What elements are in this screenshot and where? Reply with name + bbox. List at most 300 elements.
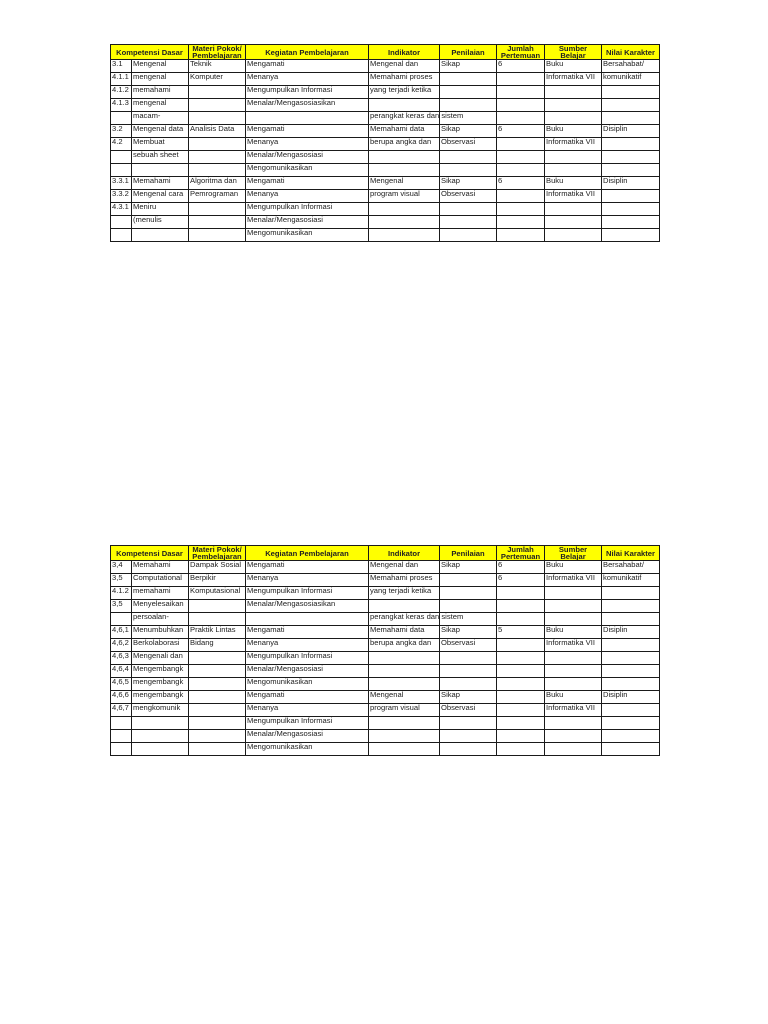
table-cell[interactable]: 4,6,1 xyxy=(111,626,132,639)
header-cell: Kompetensi Dasar xyxy=(111,546,189,561)
table-cell[interactable] xyxy=(189,86,246,99)
table-cell[interactable] xyxy=(440,600,497,613)
table-cell[interactable]: berupa angka dan xyxy=(369,639,440,652)
table-cell[interactable]: Mengenal data xyxy=(132,125,189,138)
table-cell[interactable] xyxy=(602,151,660,164)
table-cell[interactable] xyxy=(497,73,545,86)
table-cell[interactable] xyxy=(545,652,602,665)
table-cell[interactable]: 4,6,2 xyxy=(111,639,132,652)
table-cell[interactable] xyxy=(440,203,497,216)
table-cell[interactable]: 4.1.1 xyxy=(111,73,132,86)
table-cell[interactable]: Memahami xyxy=(132,561,189,574)
table-cell[interactable]: Bersahabat/ xyxy=(602,60,660,73)
table-cell[interactable] xyxy=(545,613,602,626)
table-cell[interactable] xyxy=(369,678,440,691)
table-cell[interactable]: Membuat xyxy=(132,138,189,151)
table-cell[interactable]: yang terjadi ketika xyxy=(369,587,440,600)
table-cell[interactable] xyxy=(440,587,497,600)
table-cell[interactable] xyxy=(440,86,497,99)
table-cell[interactable] xyxy=(497,138,545,151)
table-cell[interactable]: Menalar/Mengasosiasi xyxy=(246,216,369,229)
table-cell[interactable]: Bidang xyxy=(189,639,246,652)
table-cell[interactable]: perangkat keras dan sistem xyxy=(369,112,440,125)
table-cell[interactable] xyxy=(497,730,545,743)
table-cell[interactable] xyxy=(189,652,246,665)
table-cell[interactable]: Komputer xyxy=(189,73,246,86)
table-body xyxy=(111,60,660,242)
header-cell: Kompetensi Dasar xyxy=(111,45,189,60)
table-cell[interactable] xyxy=(545,678,602,691)
table-cell[interactable] xyxy=(369,652,440,665)
table-row xyxy=(111,73,660,86)
table-cell[interactable]: Mengumpulkan Informasi xyxy=(246,652,369,665)
table-row xyxy=(111,691,660,704)
table-cell[interactable]: memahami xyxy=(132,86,189,99)
table-cell[interactable] xyxy=(189,678,246,691)
table-cell[interactable] xyxy=(189,229,246,242)
table-cell[interactable] xyxy=(545,203,602,216)
table-cell[interactable]: mengembangk xyxy=(132,678,189,691)
header-row xyxy=(111,546,660,561)
table-cell[interactable] xyxy=(545,164,602,177)
table-cell[interactable]: 3.1 xyxy=(111,60,132,73)
table-cell[interactable]: Informatika VII xyxy=(545,574,602,587)
table-cell[interactable] xyxy=(497,665,545,678)
table-cell[interactable] xyxy=(497,216,545,229)
table-cell[interactable] xyxy=(440,665,497,678)
table-cell[interactable]: 3.3.1 xyxy=(111,177,132,190)
table-row xyxy=(111,600,660,613)
table-cell[interactable]: Mengumpulkan Informasi xyxy=(246,587,369,600)
table-cell[interactable] xyxy=(545,730,602,743)
table-cell[interactable]: Menyelesaikan xyxy=(132,600,189,613)
table-cell[interactable] xyxy=(189,600,246,613)
table-cell[interactable] xyxy=(111,730,132,743)
table-cell[interactable]: 6 xyxy=(497,125,545,138)
table-row xyxy=(111,99,660,112)
table-cell[interactable]: Sikap xyxy=(440,60,497,73)
table-cell[interactable] xyxy=(545,112,602,125)
table-cell[interactable] xyxy=(602,639,660,652)
table-cell[interactable] xyxy=(111,229,132,242)
table-cell[interactable]: Mengamati xyxy=(246,177,369,190)
table-cell[interactable]: Sikap xyxy=(440,626,497,639)
table-cell[interactable] xyxy=(369,229,440,242)
table-cell[interactable]: Komputasional xyxy=(189,587,246,600)
table-cell[interactable] xyxy=(132,229,189,242)
table-cell[interactable]: Informatika VII xyxy=(545,704,602,717)
table-cell[interactable] xyxy=(602,665,660,678)
table-cell[interactable]: 6 xyxy=(497,60,545,73)
table-cell[interactable]: Menalar/Mengasosiasi xyxy=(246,665,369,678)
table-row xyxy=(111,216,660,229)
table-cell[interactable] xyxy=(497,190,545,203)
table-cell[interactable] xyxy=(246,112,369,125)
table-cell[interactable] xyxy=(440,99,497,112)
spreadsheet-table-2 xyxy=(110,545,660,756)
table-cell[interactable]: Praktik Lintas xyxy=(189,626,246,639)
table-row xyxy=(111,613,660,626)
table-cell[interactable]: Sikap xyxy=(440,561,497,574)
table-cell[interactable] xyxy=(545,600,602,613)
table-cell[interactable] xyxy=(132,717,189,730)
table-cell[interactable] xyxy=(369,99,440,112)
table-cell[interactable] xyxy=(369,730,440,743)
table-cell[interactable] xyxy=(440,743,497,756)
table-cell[interactable]: 6 xyxy=(497,177,545,190)
table-row xyxy=(111,652,660,665)
table-cell[interactable] xyxy=(602,216,660,229)
table-row xyxy=(111,112,660,125)
table-cell[interactable] xyxy=(497,600,545,613)
header-row xyxy=(111,45,660,60)
table-cell[interactable]: komunikatif xyxy=(602,73,660,86)
table-cell[interactable] xyxy=(497,229,545,242)
table-cell[interactable]: Pemrograman xyxy=(189,190,246,203)
header-cell: Kegiatan Pembelajaran xyxy=(246,546,369,561)
table-cell[interactable]: Sikap xyxy=(440,125,497,138)
table-cell[interactable]: 4,6,3 xyxy=(111,652,132,665)
table-cell[interactable]: Disiplin xyxy=(602,177,660,190)
table-cell[interactable]: Menanya xyxy=(246,639,369,652)
table-cell[interactable] xyxy=(111,613,132,626)
table-cell[interactable] xyxy=(440,678,497,691)
table-cell[interactable] xyxy=(602,704,660,717)
table-cell[interactable] xyxy=(545,216,602,229)
table-cell[interactable] xyxy=(545,717,602,730)
table-cell[interactable] xyxy=(189,203,246,216)
table-cell[interactable]: 3.3.2 xyxy=(111,190,132,203)
table-cell[interactable] xyxy=(602,678,660,691)
table-cell[interactable]: Memahami data xyxy=(369,125,440,138)
table-row xyxy=(111,678,660,691)
table-cell[interactable]: Teknik xyxy=(189,60,246,73)
table-cell[interactable] xyxy=(602,99,660,112)
table-cell[interactable]: Mengenal dan xyxy=(369,60,440,73)
table-cell[interactable]: Buku xyxy=(545,125,602,138)
table-row xyxy=(111,717,660,730)
table-row xyxy=(111,190,660,203)
table-cell[interactable]: Menalar/Mengasosiasi xyxy=(246,151,369,164)
table-cell[interactable]: persoalan- xyxy=(132,613,189,626)
table-cell[interactable]: Bersahabat/ xyxy=(602,561,660,574)
table-cell[interactable] xyxy=(545,151,602,164)
header-cell: Indikator xyxy=(369,45,440,60)
header-cell: Nilai Karakter xyxy=(602,546,660,561)
table-cell[interactable]: Buku xyxy=(545,561,602,574)
table-cell[interactable] xyxy=(497,203,545,216)
table-cell[interactable]: Informatika VII xyxy=(545,138,602,151)
table-cell[interactable] xyxy=(189,216,246,229)
table-row xyxy=(111,229,660,242)
table-cell[interactable] xyxy=(132,730,189,743)
table-cell[interactable]: Menanya xyxy=(246,190,369,203)
table-cell[interactable] xyxy=(369,743,440,756)
table-cell[interactable]: Menalar/Mengasosiasikan xyxy=(246,600,369,613)
table-cell[interactable] xyxy=(497,613,545,626)
table-cell[interactable]: macam- xyxy=(132,112,189,125)
table-cell[interactable] xyxy=(189,138,246,151)
table-cell[interactable] xyxy=(189,730,246,743)
table-cell[interactable]: 5 xyxy=(497,626,545,639)
header-cell: Penilaian xyxy=(440,45,497,60)
table-cell[interactable] xyxy=(189,613,246,626)
table-cell[interactable] xyxy=(497,639,545,652)
spreadsheet-table-1 xyxy=(110,44,660,242)
table-cell[interactable] xyxy=(440,216,497,229)
table-cell[interactable]: 4.1.2 xyxy=(111,587,132,600)
table-cell[interactable] xyxy=(132,164,189,177)
table-cell[interactable]: Memahami proses xyxy=(369,73,440,86)
table-cell[interactable] xyxy=(189,164,246,177)
table-cell[interactable] xyxy=(602,190,660,203)
table-cell[interactable] xyxy=(545,665,602,678)
table-cell[interactable]: Mengamati xyxy=(246,561,369,574)
table-cell[interactable]: Dampak Sosial xyxy=(189,561,246,574)
header-cell: Indikator xyxy=(369,546,440,561)
table-cell[interactable]: yang terjadi ketika xyxy=(369,86,440,99)
table-cell[interactable] xyxy=(440,164,497,177)
table-cell[interactable] xyxy=(497,652,545,665)
table-cell[interactable] xyxy=(111,151,132,164)
table-cell[interactable]: Memahami xyxy=(132,177,189,190)
table-cell[interactable] xyxy=(497,99,545,112)
table-cell[interactable] xyxy=(497,743,545,756)
table-cell[interactable]: 3,5 xyxy=(111,600,132,613)
table-cell[interactable] xyxy=(602,138,660,151)
table-cell[interactable] xyxy=(369,717,440,730)
table-cell[interactable]: Memahami proses xyxy=(369,574,440,587)
table-cell[interactable] xyxy=(132,743,189,756)
table-cell[interactable] xyxy=(440,574,497,587)
table-cell[interactable]: Menanya xyxy=(246,574,369,587)
table-cell[interactable]: Sikap xyxy=(440,177,497,190)
table-cell[interactable]: 4.3.1 xyxy=(111,203,132,216)
table-row xyxy=(111,125,660,138)
table-cell[interactable]: 4,6,6 xyxy=(111,691,132,704)
table-cell[interactable]: 4.2 xyxy=(111,138,132,151)
table-cell[interactable] xyxy=(189,717,246,730)
table-cell[interactable] xyxy=(497,704,545,717)
table-cell[interactable]: Meniru xyxy=(132,203,189,216)
table-cell[interactable] xyxy=(602,112,660,125)
table-cell[interactable]: mengenal xyxy=(132,73,189,86)
table-cell[interactable] xyxy=(602,587,660,600)
header-cell: Penilaian xyxy=(440,546,497,561)
table-cell[interactable]: Mengomunikasikan xyxy=(246,743,369,756)
table-cell[interactable] xyxy=(440,151,497,164)
table-cell[interactable] xyxy=(440,730,497,743)
table-cell[interactable]: Mengomunikasikan xyxy=(246,164,369,177)
table-cell[interactable] xyxy=(602,203,660,216)
table-cell[interactable] xyxy=(246,613,369,626)
table-cell[interactable]: Observasi xyxy=(440,138,497,151)
table-cell[interactable] xyxy=(369,164,440,177)
table-cell[interactable]: Buku xyxy=(545,60,602,73)
table-cell[interactable] xyxy=(497,587,545,600)
table-cell[interactable]: program visual xyxy=(369,190,440,203)
table-cell[interactable]: 4,6,7 xyxy=(111,704,132,717)
table-cell[interactable]: Mengumpulkan Informasi xyxy=(246,717,369,730)
table-cell[interactable] xyxy=(497,678,545,691)
table-cell[interactable]: 3.2 xyxy=(111,125,132,138)
table-row xyxy=(111,626,660,639)
table-cell[interactable]: Menalar/Mengasosiasikan xyxy=(246,99,369,112)
table-cell[interactable]: Mengenal dan xyxy=(369,561,440,574)
table-cell[interactable]: Mengamati xyxy=(246,691,369,704)
table-cell[interactable]: Mengamati xyxy=(246,125,369,138)
table-cell[interactable]: 3,5 xyxy=(111,574,132,587)
table-cell[interactable]: sebuah sheet xyxy=(132,151,189,164)
table-cell[interactable] xyxy=(545,229,602,242)
table-cell[interactable] xyxy=(189,743,246,756)
table-cell[interactable] xyxy=(545,743,602,756)
table-row xyxy=(111,177,660,190)
table-cell[interactable]: 4,6,4 xyxy=(111,665,132,678)
header-cell: Sumber Belajar xyxy=(545,546,602,561)
table-cell[interactable] xyxy=(189,691,246,704)
table-cell[interactable] xyxy=(545,86,602,99)
table-cell[interactable] xyxy=(602,652,660,665)
table-cell[interactable] xyxy=(369,665,440,678)
table-cell[interactable] xyxy=(497,691,545,704)
table-cell[interactable]: Mengenali dan xyxy=(132,652,189,665)
table-cell[interactable]: Menanya xyxy=(246,704,369,717)
table-cell[interactable]: Disiplin xyxy=(602,691,660,704)
table-row xyxy=(111,203,660,216)
table-cell[interactable] xyxy=(602,730,660,743)
header-cell: Kegiatan Pembelajaran xyxy=(246,45,369,60)
table-cell[interactable]: Mengamati xyxy=(246,60,369,73)
table-cell[interactable] xyxy=(602,86,660,99)
table-cell[interactable] xyxy=(545,587,602,600)
table-cell[interactable]: memahami xyxy=(132,587,189,600)
table-cell[interactable]: 6 xyxy=(497,574,545,587)
table-cell[interactable] xyxy=(602,743,660,756)
table-cell[interactable] xyxy=(545,99,602,112)
table-cell[interactable]: Berpikir xyxy=(189,574,246,587)
table-cell[interactable]: Buku xyxy=(545,177,602,190)
table-cell[interactable] xyxy=(369,203,440,216)
table-row xyxy=(111,587,660,600)
table-cell[interactable]: Mengenal xyxy=(132,60,189,73)
table-cell[interactable] xyxy=(497,717,545,730)
table-row xyxy=(111,138,660,151)
table-cell[interactable]: Menanya xyxy=(246,138,369,151)
table-cell[interactable]: Memahami data xyxy=(369,626,440,639)
table-row xyxy=(111,86,660,99)
table-cell[interactable]: 6 xyxy=(497,561,545,574)
table-cell[interactable] xyxy=(602,717,660,730)
table-cell[interactable]: mengenal xyxy=(132,99,189,112)
table-cell[interactable] xyxy=(497,112,545,125)
table-cell[interactable] xyxy=(111,717,132,730)
table-cell[interactable]: Menalar/Mengasosiasi xyxy=(246,730,369,743)
table-row xyxy=(111,164,660,177)
table-cell[interactable]: Berkolaborasi xyxy=(132,639,189,652)
table-cell[interactable] xyxy=(602,164,660,177)
table-cell[interactable]: Mengenal xyxy=(369,177,440,190)
table-cell[interactable] xyxy=(189,151,246,164)
table-cell[interactable] xyxy=(497,86,545,99)
table-cell[interactable] xyxy=(189,99,246,112)
table-cell[interactable]: 3,4 xyxy=(111,561,132,574)
table-cell[interactable]: Mengomunikasikan xyxy=(246,229,369,242)
table-cell[interactable]: Menumbuhkan xyxy=(132,626,189,639)
table-cell[interactable]: mengembangk xyxy=(132,691,189,704)
table-cell[interactable]: Buku xyxy=(545,626,602,639)
table-cell[interactable]: Informatika VII xyxy=(545,190,602,203)
table-cell[interactable] xyxy=(189,704,246,717)
table-cell[interactable] xyxy=(497,151,545,164)
table-row xyxy=(111,60,660,73)
table-cell[interactable] xyxy=(111,216,132,229)
table-cell[interactable]: program visual xyxy=(369,704,440,717)
table-body xyxy=(111,561,660,756)
table-cell[interactable] xyxy=(111,112,132,125)
table-cell[interactable] xyxy=(440,229,497,242)
table-cell[interactable] xyxy=(369,151,440,164)
table-row xyxy=(111,665,660,678)
table-cell[interactable]: (menulis xyxy=(132,216,189,229)
table-cell[interactable]: Disiplin xyxy=(602,125,660,138)
table-cell[interactable] xyxy=(602,600,660,613)
table-cell[interactable]: Mengomunikasikan xyxy=(246,678,369,691)
table-cell[interactable] xyxy=(369,216,440,229)
table-cell[interactable] xyxy=(369,600,440,613)
table-cell[interactable] xyxy=(440,717,497,730)
table-cell[interactable]: Mengenal cara xyxy=(132,190,189,203)
table-cell[interactable]: Buku xyxy=(545,691,602,704)
table-cell[interactable]: komunikatif xyxy=(602,574,660,587)
table-cell[interactable] xyxy=(111,743,132,756)
table-cell[interactable]: Analisis Data xyxy=(189,125,246,138)
table-cell[interactable]: 4.1.2 xyxy=(111,86,132,99)
table-cell[interactable]: Informatika VII xyxy=(545,639,602,652)
table-cell[interactable]: mengkomunik xyxy=(132,704,189,717)
table-cell[interactable]: Mengumpulkan Informasi xyxy=(246,86,369,99)
table-cell[interactable]: Observasi xyxy=(440,704,497,717)
table-cell[interactable] xyxy=(189,665,246,678)
table-cell[interactable]: Mengembangk xyxy=(132,665,189,678)
table-cell[interactable]: Mengumpulkan Informasi xyxy=(246,203,369,216)
table-cell[interactable] xyxy=(440,73,497,86)
table-cell[interactable]: Computational xyxy=(132,574,189,587)
table-cell[interactable]: perangkat keras dan sistem xyxy=(369,613,440,626)
table-cell[interactable] xyxy=(111,164,132,177)
table-cell[interactable] xyxy=(440,652,497,665)
table-cell[interactable]: Disiplin xyxy=(602,626,660,639)
table-cell[interactable]: Menanya xyxy=(246,73,369,86)
table-cell[interactable]: Algoritma dan xyxy=(189,177,246,190)
table-cell[interactable] xyxy=(189,112,246,125)
table-cell[interactable] xyxy=(602,613,660,626)
table-cell[interactable]: Mengenal xyxy=(369,691,440,704)
table-cell[interactable]: Observasi xyxy=(440,639,497,652)
table-cell[interactable]: Informatika VII xyxy=(545,73,602,86)
header-cell: Sumber Belajar xyxy=(545,45,602,60)
table-cell[interactable]: 4.1.3 xyxy=(111,99,132,112)
table-cell[interactable] xyxy=(602,229,660,242)
table-cell[interactable]: Mengamati xyxy=(246,626,369,639)
table-cell[interactable] xyxy=(497,164,545,177)
table-cell[interactable]: berupa angka dan xyxy=(369,138,440,151)
header-cell: Nilai Karakter xyxy=(602,45,660,60)
table-row xyxy=(111,730,660,743)
table-cell[interactable]: Observasi xyxy=(440,190,497,203)
table-cell[interactable]: Sikap xyxy=(440,691,497,704)
table-cell[interactable]: 4,6,5 xyxy=(111,678,132,691)
